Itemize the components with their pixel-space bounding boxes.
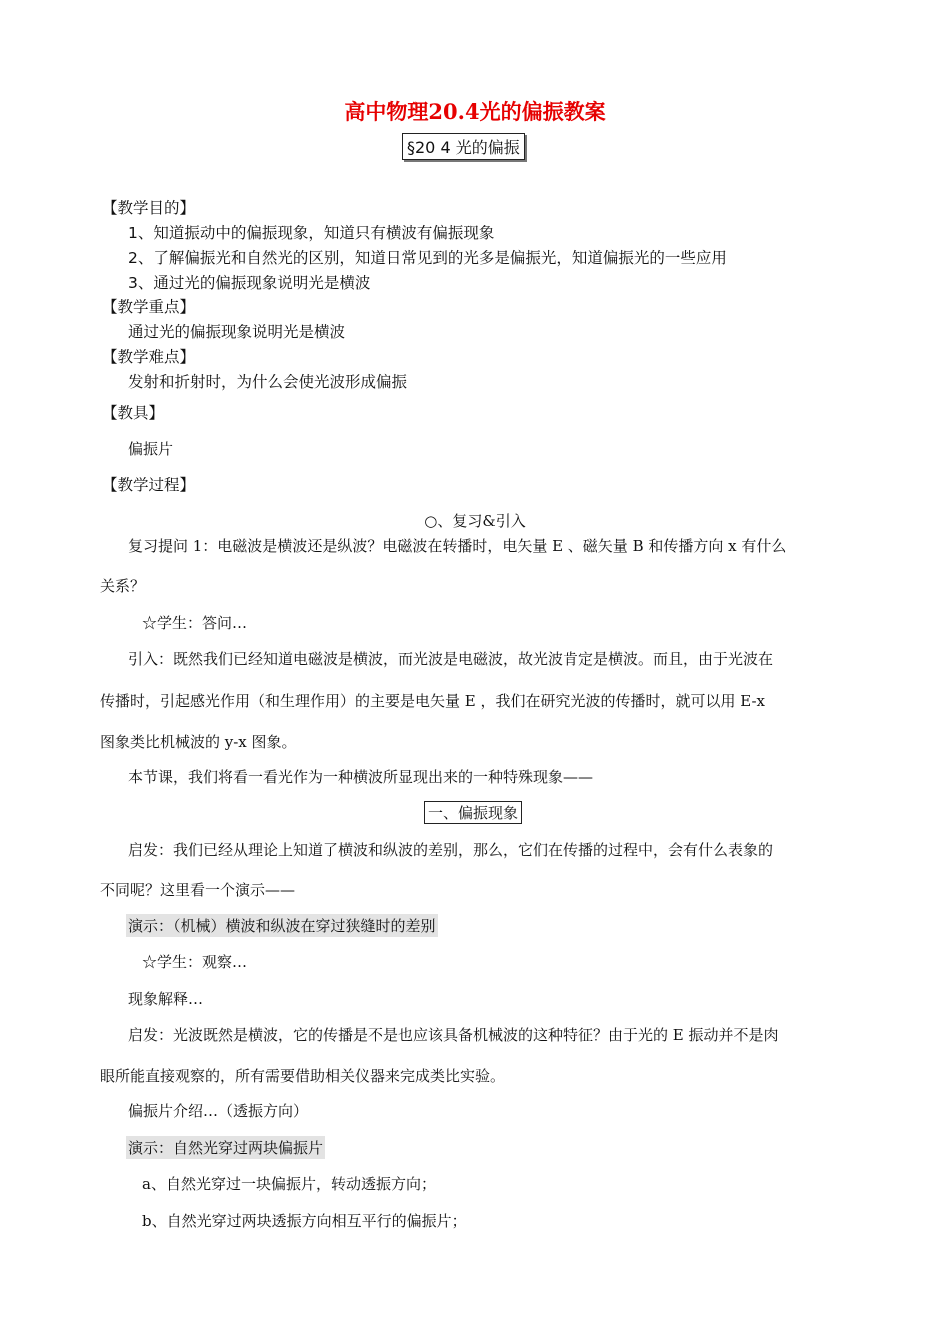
hint1-line2: 不同呢？这里看一个演示—— — [100, 881, 296, 899]
student-observe: ☆学生：观察… — [142, 953, 248, 971]
objective-item-2: 2、了解偏振光和自然光的区别，知道日常见到的光多是偏振光，知道偏振光的一些应用 — [128, 249, 727, 267]
intro-line2: 传播时，引起感光作用（和生理作用）的主要是电矢量 E ，我们在研究光波的传播时，就可以用 E-x — [100, 692, 766, 710]
document-title: 高中物理20.4光的偏振教案 — [344, 99, 606, 124]
key-points-text: 通过光的偏振现象说明光是横波 — [128, 323, 346, 341]
demo-two-polarizers: 演示：自然光穿过两块偏振片 — [126, 1136, 325, 1159]
review-question-line1: 复习提问 1：电磁波是横波还是纵波？电磁波在转播时，电矢量 E 、磁矢量 B 和传播方向 x 有什么 — [128, 537, 787, 555]
phenomenon-explanation: 现象解释… — [128, 990, 204, 1008]
lesson-intro: 本节课，我们将看一看光作为一种横波所显现出来的一种特殊现象—— — [128, 768, 594, 786]
tools-text: 偏振片 — [128, 440, 174, 458]
section-review-intro: ○、复习&引入 — [424, 512, 526, 530]
objectives-heading: 【教学目的】 — [102, 199, 196, 217]
hint1-line1: 启发：我们已经从理论上知道了横波和纵波的差别，那么，它们在传播的过程中，会有什么表象的 — [128, 841, 774, 859]
demo-mechanical-waves: 演示：（机械）横波和纵波在穿过狭缝时的差别 — [126, 914, 438, 937]
difficulties-text: 发射和折射时，为什么会使光波形成偏振 — [128, 373, 408, 391]
section-subtitle-box: §20 4 光的偏振 — [402, 133, 525, 160]
hint2-line2: 眼所能直接观察的，所有需要借助相关仪器来完成类比实验。 — [100, 1067, 506, 1085]
tools-heading: 【教具】 — [102, 404, 165, 422]
step-b: b、自然光穿过两块透振方向相互平行的偏振片； — [142, 1212, 467, 1230]
section-polarization-heading: 一、偏振现象 — [424, 801, 522, 824]
difficulties-heading: 【教学难点】 — [102, 348, 196, 366]
process-heading: 【教学过程】 — [102, 476, 196, 494]
polarizer-intro: 偏振片介绍…（透振方向） — [128, 1102, 309, 1120]
review-question-line2: 关系？ — [100, 577, 146, 595]
step-a: a、自然光穿过一块偏振片，转动透振方向； — [142, 1175, 436, 1193]
objective-item-3: 3、通过光的偏振现象说明光是横波 — [128, 274, 371, 292]
key-points-heading: 【教学重点】 — [102, 298, 196, 316]
intro-line1: 引入：既然我们已经知道电磁波是横波，而光波是电磁波，故光波肯定是横波。而且，由于光波在 — [128, 650, 774, 668]
intro-line3: 图象类比机械波的 y-x 图象。 — [100, 733, 297, 751]
hint2-line1: 启发：光波既然是横波，它的传播是不是也应该具备机械波的这种特征？由于光的 E 振动并不是肉 — [128, 1026, 779, 1044]
student-answer-1: ☆学生：答问… — [142, 614, 248, 632]
objective-item-1: 1、知道振动中的偏振现象，知道只有横波有偏振现象 — [128, 224, 495, 242]
